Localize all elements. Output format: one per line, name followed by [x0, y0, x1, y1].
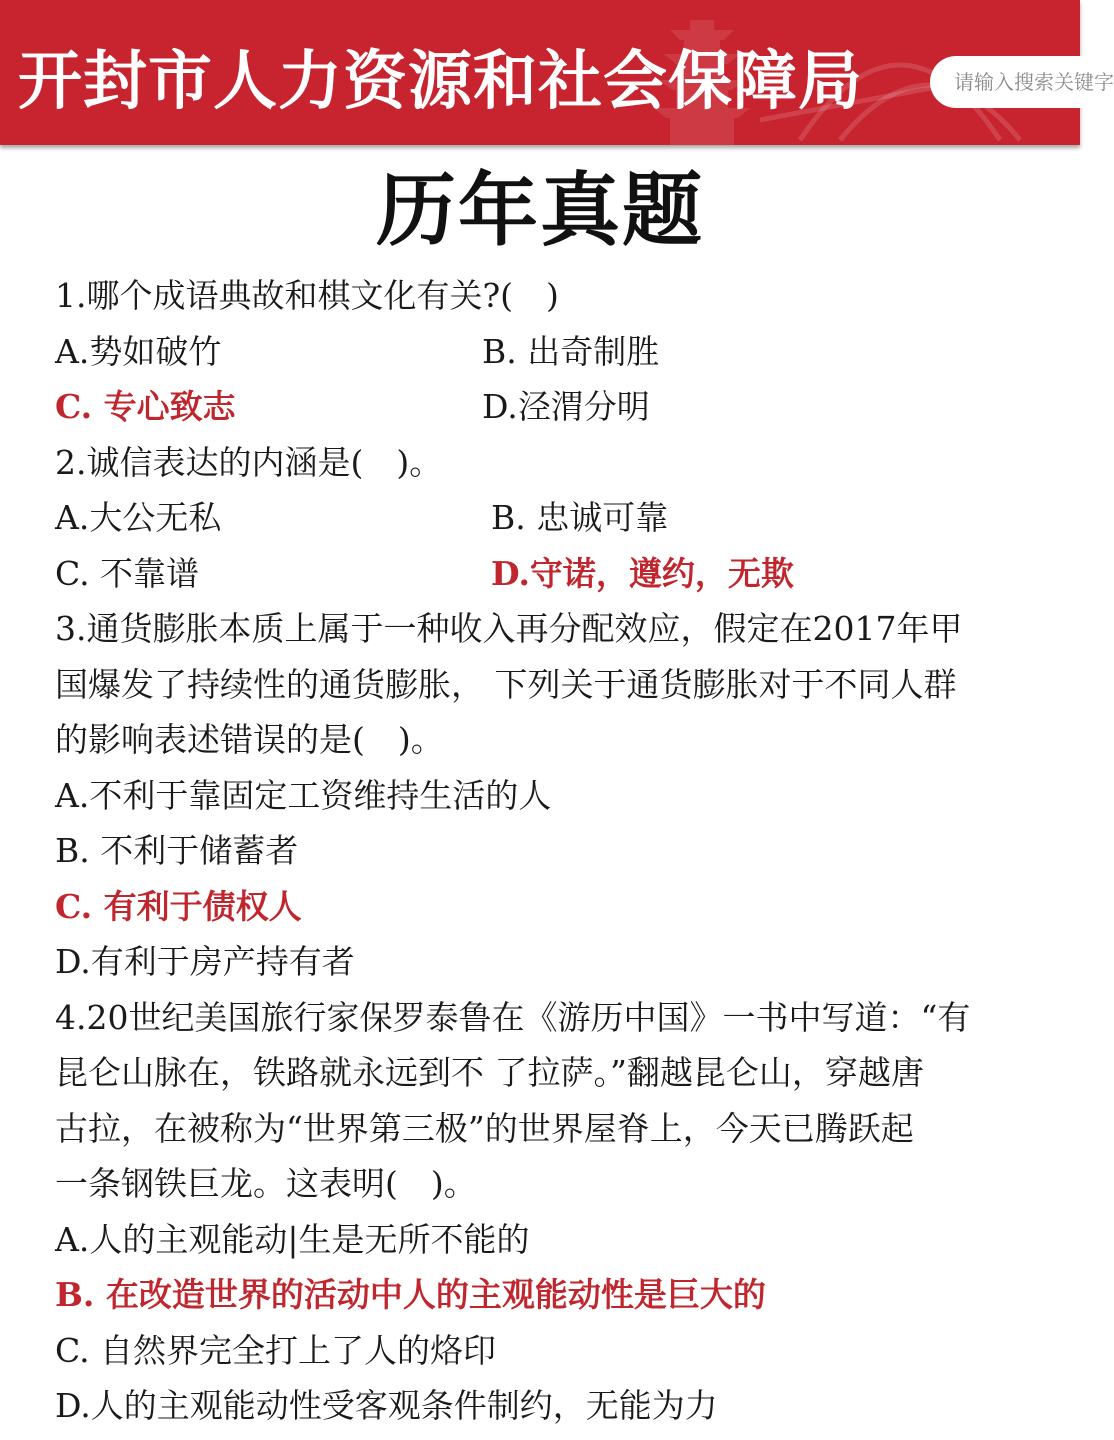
site-title: 开封市人力资源和社会保障局	[18, 45, 863, 119]
option-c: C. 自然界完全打上了人的烙印	[55, 1330, 497, 1370]
question-stem-line: 1.哪个成语典故和棋文化有关?( )	[55, 276, 559, 315]
option-c-correct-answer: C. 专心致志	[55, 387, 236, 426]
question-3-stem-line-2	[55, 657, 1045, 713]
question-4-option-b-row	[55, 1267, 1045, 1323]
question-4-stem-line-1	[55, 990, 1045, 1046]
question-stem-line: 2.诚信表达的内涵是( )。	[55, 442, 443, 482]
question-stem-line: 3.通货膨胀本质上属于一种收入再分配效应，假定在2017年甲	[55, 609, 963, 648]
question-4-option-a-row	[55, 1212, 1045, 1268]
option-a: A.不利于靠固定工资维持生活的人	[55, 775, 552, 815]
question-stem-line: 国爆发了持续性的通货膨胀， 下列关于通货膨胀对于不同人群	[55, 664, 957, 704]
question-3-option-c-row	[55, 879, 1045, 935]
option-d: D.有利于房产持有者	[55, 942, 355, 981]
question-stem-line: 昆仑山脉在，铁路就永远到不 了拉萨。”翻越昆仑山，穿越唐	[55, 1053, 924, 1092]
question-3-option-b-row	[55, 823, 1045, 879]
question-1-options-row-2	[55, 379, 1045, 435]
question-1-stem	[55, 268, 1045, 324]
option-d: D.人的主观能动性受客观条件制约，无能为力	[55, 1386, 718, 1425]
question-4-option-c-row	[55, 1323, 1045, 1379]
option-a: A.大公无私	[55, 498, 222, 537]
question-3-stem-line-3	[55, 712, 1045, 768]
option-b: B. 忠诚可靠	[491, 498, 669, 537]
question-3-option-a-row	[55, 768, 1045, 824]
question-4-option-d-row	[55, 1378, 1045, 1434]
option-c: C. 不靠谱	[55, 553, 200, 593]
option-a: A.人的主观能动|生是无所不能的	[55, 1219, 530, 1259]
question-2-options-row-2	[55, 546, 1045, 602]
question-stem-line: 一条钢铁巨龙。这表明( )。	[55, 1164, 477, 1203]
question-4-stem-line-2	[55, 1045, 1045, 1101]
question-1-options-row-1	[55, 324, 1045, 380]
question-stem-line: 4.20世纪美国旅行家保罗泰鲁在《游历中国》一书中写道：“有	[55, 997, 971, 1037]
option-b-correct-answer: B. 在改造世界的活动中人的主观能动性是巨大的	[55, 1275, 766, 1314]
question-3-stem-line-1	[55, 601, 1045, 657]
question-4-stem-line-4	[55, 1156, 1045, 1212]
question-2-stem	[55, 435, 1045, 491]
option-b: B. 出奇制胜	[482, 331, 660, 371]
site-header	[0, 0, 1114, 145]
option-d: D.泾渭分明	[482, 387, 650, 426]
question-stem-line: 古拉，在被称为“世界第三极”的世界屋脊上，今天已腾跃起	[55, 1108, 914, 1148]
option-a: A.势如破竹	[55, 331, 222, 371]
question-4-stem-line-3	[55, 1101, 1045, 1157]
option-d-correct-answer: D.守诺，遵约，无欺	[491, 553, 794, 593]
question-3-option-d-row	[55, 934, 1045, 990]
question-stem-line: 的影响表述错误的是( )。	[55, 720, 444, 759]
option-b: B. 不利于储蓄者	[55, 831, 299, 870]
page-title: 历年真题	[376, 163, 704, 257]
search-input[interactable]: 请输入搜索关键字	[930, 56, 1110, 108]
question-list	[55, 268, 1045, 1434]
question-2-options-row-1	[55, 490, 1045, 546]
option-c-correct-answer: C. 有利于债权人	[55, 886, 302, 926]
